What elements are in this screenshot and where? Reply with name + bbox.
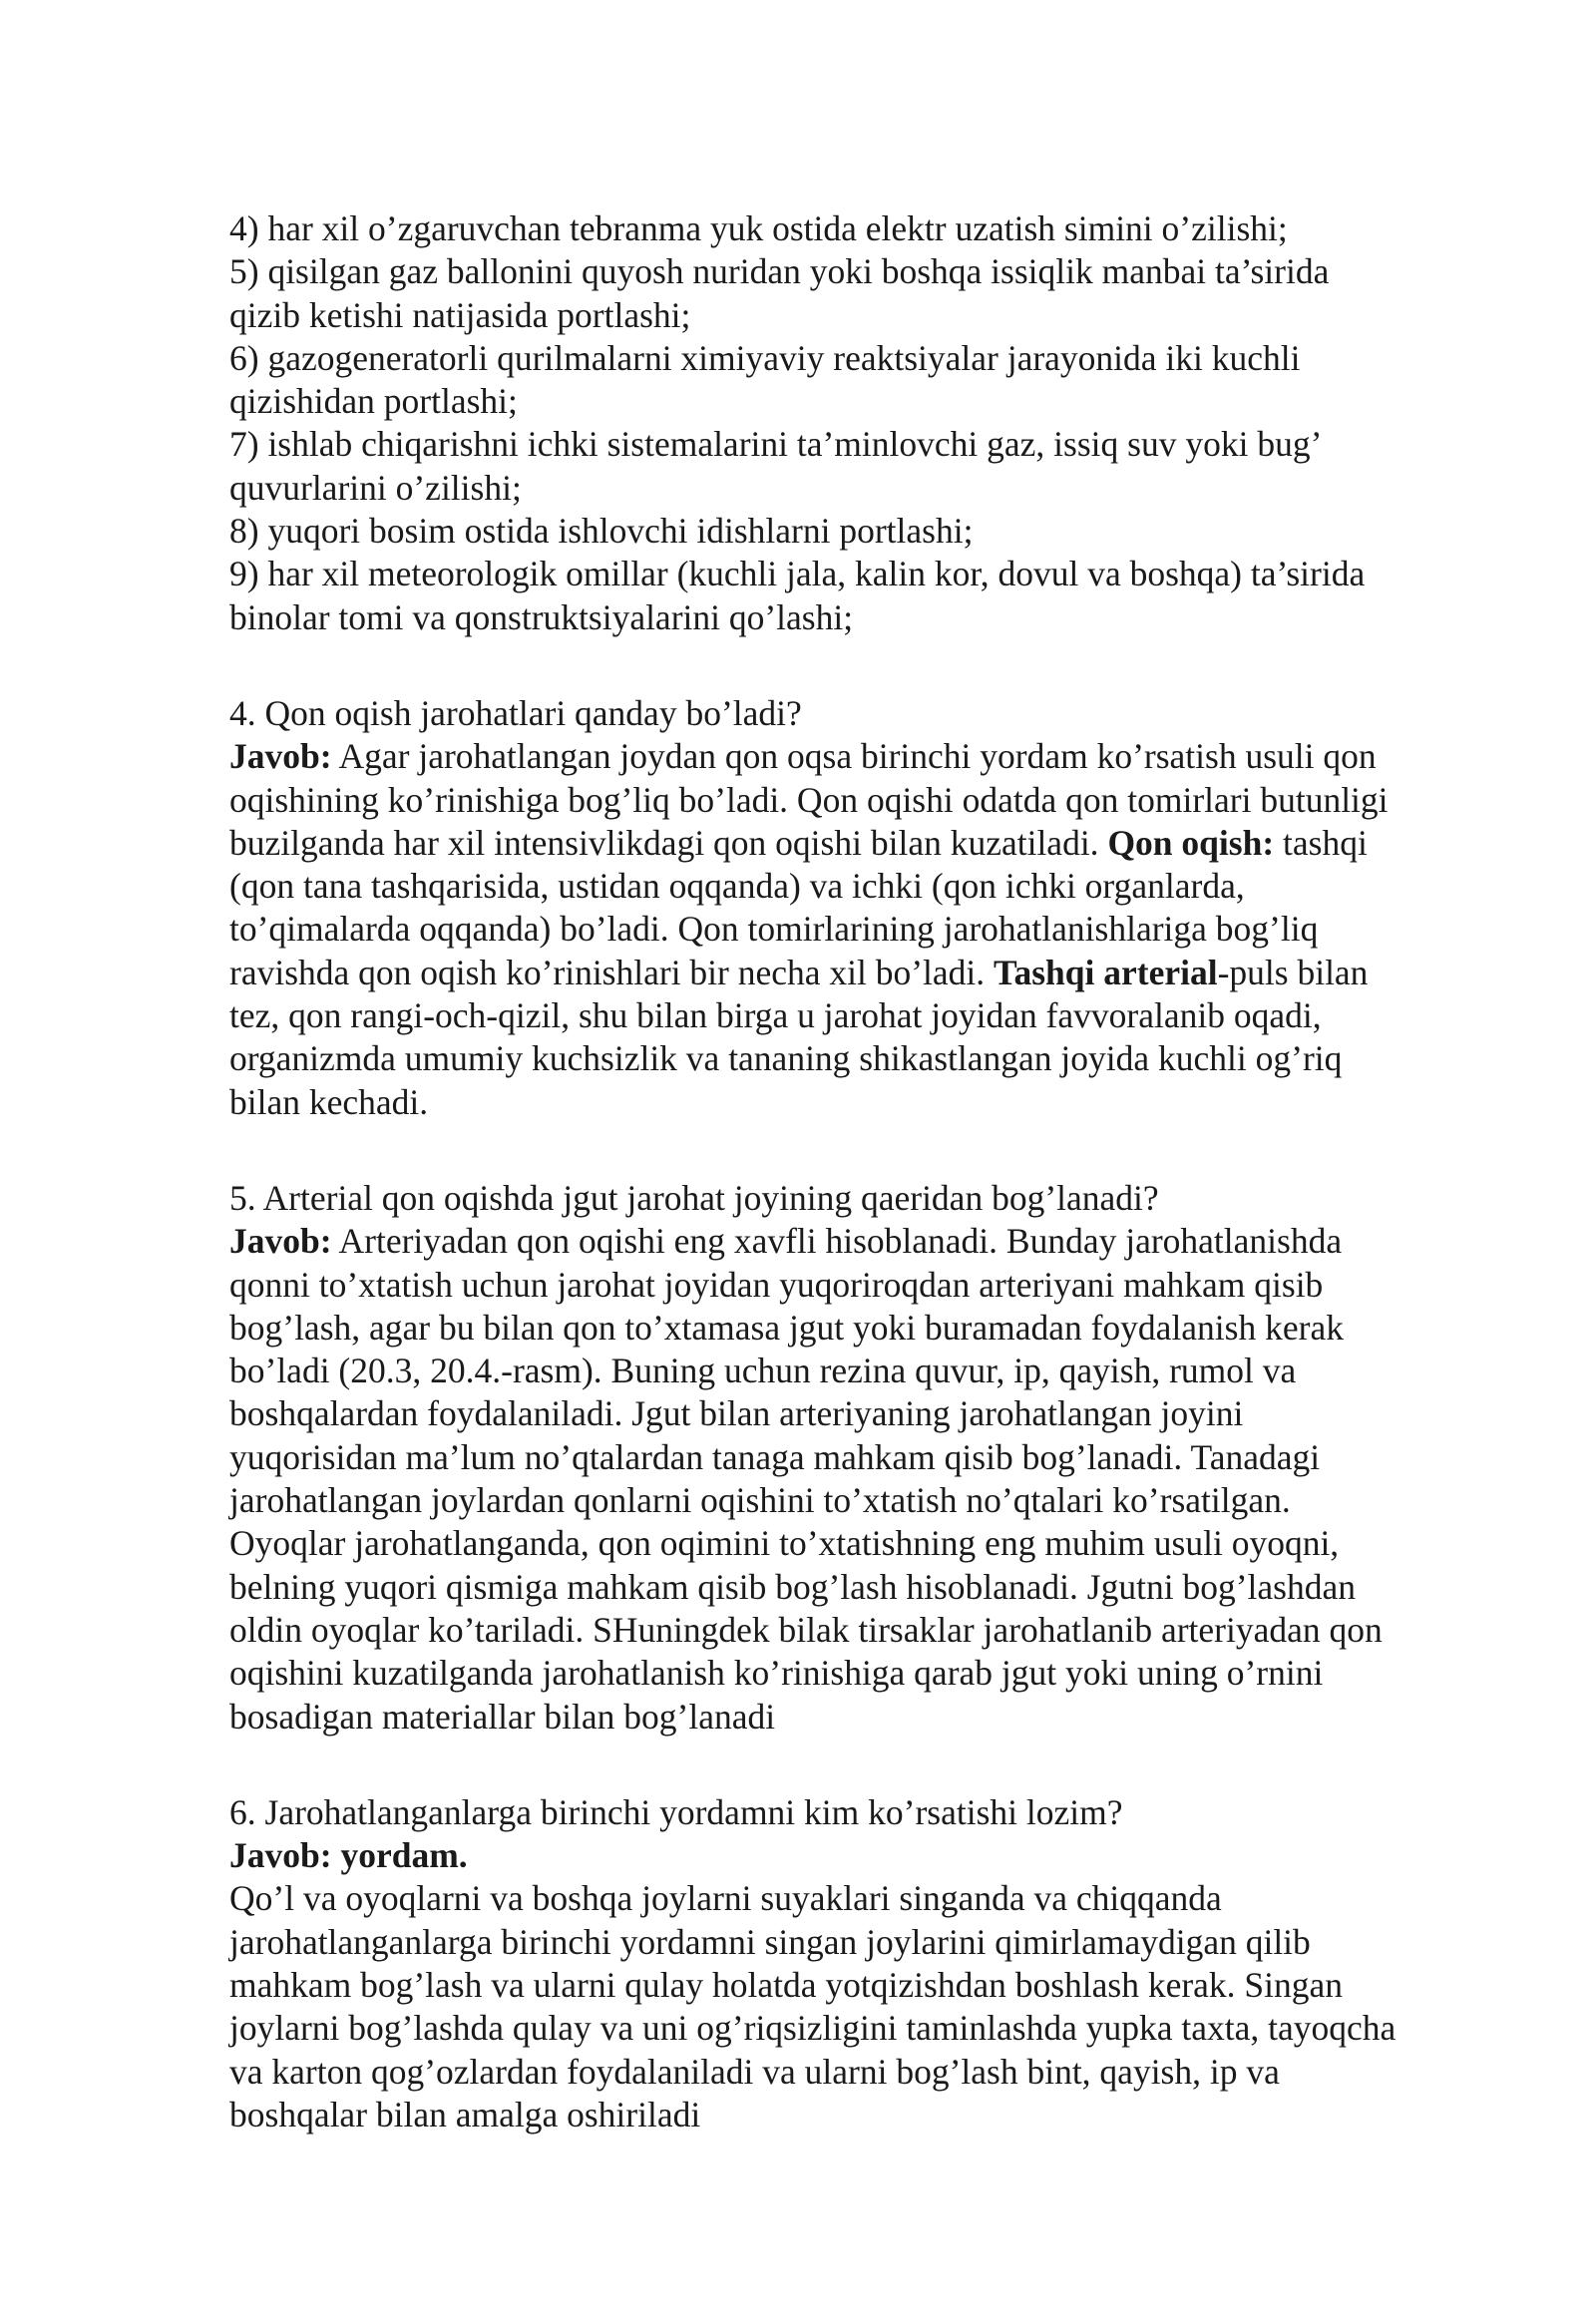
list-item-7-cont: quvurlarini o’zilishi; <box>229 467 522 508</box>
answer-line: boshqalardan foydalaniladi. Jgut bilan arteriyaning jarohatlangan joyini <box>229 1393 1244 1434</box>
answer-line: oldin oyoqlar ko’tariladi. SHuningdek bilak tirsaklar jarohatlanib arteriyadan qon <box>229 1609 1383 1650</box>
question-5-section <box>229 1177 1526 1739</box>
list-item-7: 7) ishlab chiqarishni ichki sistemalarini ta’minlovchi gaz, issiq suv yoki bug’ <box>229 424 1323 465</box>
answer-line: oqishini kuzatilganda jarohatlanish ko’rinishiga qarab jgut yoki uning o’rnini <box>229 1653 1324 1694</box>
question-5-heading: 5. Arterial qon oqishda jgut jarohat joyining qaeridan bog’lanadi? <box>229 1177 1159 1218</box>
question-6-heading: 6. Jarohatlanganlarga birinchi yordamni kim ko’rsatishi lozim? <box>229 1791 1123 1832</box>
answer-line: jarohatlanganlarga birinchi yordamni singan joylarini qimirlamaydigan qilib <box>229 1921 1311 1962</box>
answer-line: bog’lash, agar bu bilan qon to’xtamasa jgut yoki buramadan foydalanish kerak <box>229 1307 1344 1348</box>
question-6-answer-label <box>229 1834 1526 1877</box>
answer-line: to’qimalarda oqqanda) bo’ladi. Qon tomirlarining jarohatlanishlariga bog’liq <box>229 909 1319 950</box>
answer-label: Javob: <box>229 1221 332 1262</box>
answer-line: yuqorisidan ma’lum no’qtalardan tanaga mahkam qisib bog’lanadi. Tanadagi <box>229 1436 1321 1477</box>
list-item-5-cont: qizib ketishi natijasida portlashi; <box>229 294 691 335</box>
question-4-heading: 4. Qon oqish jarohatlari qanday bo’ladi? <box>229 692 802 733</box>
answer-line: qonni to’xtatish uchun jarohat joyidan yuqoriroqdan arteriyani mahkam qisib <box>229 1264 1324 1305</box>
answer-text: tashqi <box>1274 822 1368 863</box>
answer-line: organizmda umumiy kuchsizlik va tananing shikastlangan joyida kuchli og’riq <box>229 1038 1343 1079</box>
answer-text: Agar jarohatlangan joydan qon oqsa birinchi yordam ko’rsatish usuli qon <box>331 736 1377 777</box>
answer-line: va karton qog’ozlardan foydalaniladi va ularni bog’lash bint, qayish, ip va <box>229 2051 1280 2092</box>
answer-line: (qon tana tashqarisida, ustidan oqqanda) va ichki (qon ichki organlarda, <box>229 866 1245 907</box>
list-item-6: 6) gazogeneratorli qurilmalarni ximiyaviy reaktsiyalar jarayonida iki kuchli <box>229 337 1301 378</box>
answer-text: buzilganda har xil intensivlikdagi qon oqishi bilan kuzatiladi. <box>229 822 1108 863</box>
question-5-answer-line <box>229 1220 1526 1263</box>
question-4-section <box>229 692 1526 1124</box>
answer-text: Arteriyadan qon oqishi eng xavfli hisoblanadi. Bunday jarohatlanishda <box>331 1221 1343 1262</box>
question-6-section <box>229 1791 1526 2136</box>
answer-line: jarohatlangan joylardan qonlarni oqishini to’xtatish no’qtalari ko’rsatilgan. <box>229 1480 1291 1521</box>
list-item-9: 9) har xil meteorologik omillar (kuchli jala, kalin kor, dovul va boshqa) ta’sirida <box>229 554 1366 594</box>
answer-line: boshqalar bilan amalga oshiriladi <box>229 2094 701 2134</box>
list-item-6-cont: qizishidan portlashi; <box>229 381 518 422</box>
answer-line <box>229 822 1526 865</box>
question-4-answer-line <box>229 735 1526 778</box>
bold-term: Qon oqish: <box>1107 822 1275 863</box>
answer-label: Javob: yordam. <box>229 1835 468 1876</box>
list-item-5: 5) qisilgan gaz ballonini quyosh nuridan yoki boshqa issiqlik manbai ta’sirida <box>229 251 1330 292</box>
hazard-list <box>229 207 1526 639</box>
bold-term: Tashqi arterial <box>994 952 1218 992</box>
answer-line <box>229 952 1526 994</box>
answer-line: Oyoqlar jarohatlanganda, qon oqimini to’xtatishning eng muhim usuli oyoqni, <box>229 1523 1340 1564</box>
answer-line: Qo’l va oyoqlarni va boshqa joylarni suyaklari singanda va chiqqanda <box>229 1878 1222 1919</box>
document-page <box>229 207 1526 2136</box>
answer-line: joylarni bog’lashda qulay va uni og’riqsizligini taminlashda yupka taxta, tayoqcha <box>229 2008 1396 2049</box>
list-item-4: 4) har xil o’zgaruvchan tebranma yuk ostida elektr uzatish simini o’zilishi; <box>229 208 1288 248</box>
answer-line: bilan kechadi. <box>229 1081 429 1122</box>
answer-line: bosadigan materiallar bilan bog’lanadi <box>229 1696 776 1737</box>
answer-line: tez, qon rangi-och-qizil, shu bilan birga u jarohat joyidan favvoralanib oqadi, <box>229 995 1322 1036</box>
answer-line: belning yuqori qismiga mahkam qisib bog’lash hisoblanadi. Jgutni bog’lashdan <box>229 1566 1356 1607</box>
list-item-9-cont: binolar tomi va qonstruktsiyalarini qo’lashi; <box>229 596 854 637</box>
answer-line: bo’ladi (20.3, 20.4.-rasm). Buning uchun rezina quvur, ip, qayish, rumol va <box>229 1351 1297 1391</box>
list-item-8: 8) yuqori bosim ostida ishlovchi idishlarni portlashi; <box>229 511 974 552</box>
answer-text: ravishda qon oqish ko’rinishlari bir necha xil bo’ladi. <box>229 952 995 992</box>
answer-line: mahkam bog’lash va ularni qulay holatda yotqizishdan boshlash kerak. Singan <box>229 1964 1344 2005</box>
answer-line: oqishining ko’rinishiga bog’liq bo’ladi. Qon oqishi odatda qon tomirlari butunligi <box>229 779 1389 820</box>
answer-text: -puls bilan <box>1217 952 1369 992</box>
answer-label: Javob: <box>229 736 332 777</box>
